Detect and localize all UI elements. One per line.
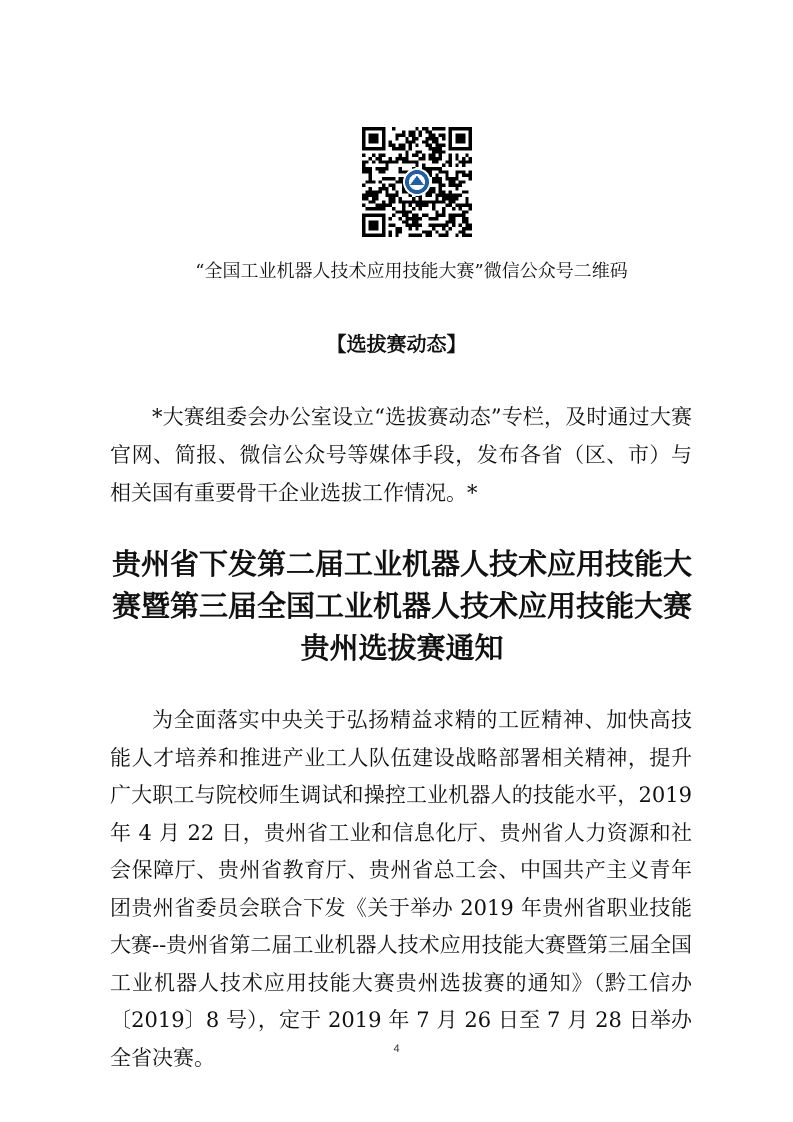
page-number: 4 [393, 1043, 400, 1055]
intro-paragraph: *大赛组委会办公室设立“选拔赛动态”专栏，及时通过大赛官网、简报、微信公众号等媒体手段，发布各省（区、市）与相关国有重要骨干企业选拔工作情况。* [110, 405, 692, 505]
article-headline: 贵州省下发第二届工业机器人技术应用技能大赛暨第三届全国工业机器人技术应用技能大赛贵州选拔赛通知 [111, 547, 692, 665]
article-body: 为全面落实中央关于弘扬精益求精的工匠精神、加快高技能人才培养和推进产业工人队伍建设战略部署相关精神，提升广大职工与院校师生调试和操控工业机器人的技能水平，2019 年 4 月 22 日，贵州省工业和信息化厅、贵州省人力资源和社会保障厅、贵州省教育厅、贵州省总工会、中国共产主义青年团贵州省委员会联合下发《关于举办 2019 年贵州省职业技能大赛--贵州省第二届工业机器人技术应用技能大赛暨第三届全国工业机器人技术应用技能大赛贵州选拔赛的通知》（黔工信办〔2019〕8 号），定于 2019 年 7 月 26 日至 7 月 28 日举办全省决赛。 [110, 708, 692, 1070]
section-title: 【选拔赛动态】 [326, 332, 467, 356]
qr-caption: “全国工业机器人技术应用技能大赛”微信公众号二维码 [195, 261, 628, 282]
qr-code-icon [362, 127, 472, 237]
